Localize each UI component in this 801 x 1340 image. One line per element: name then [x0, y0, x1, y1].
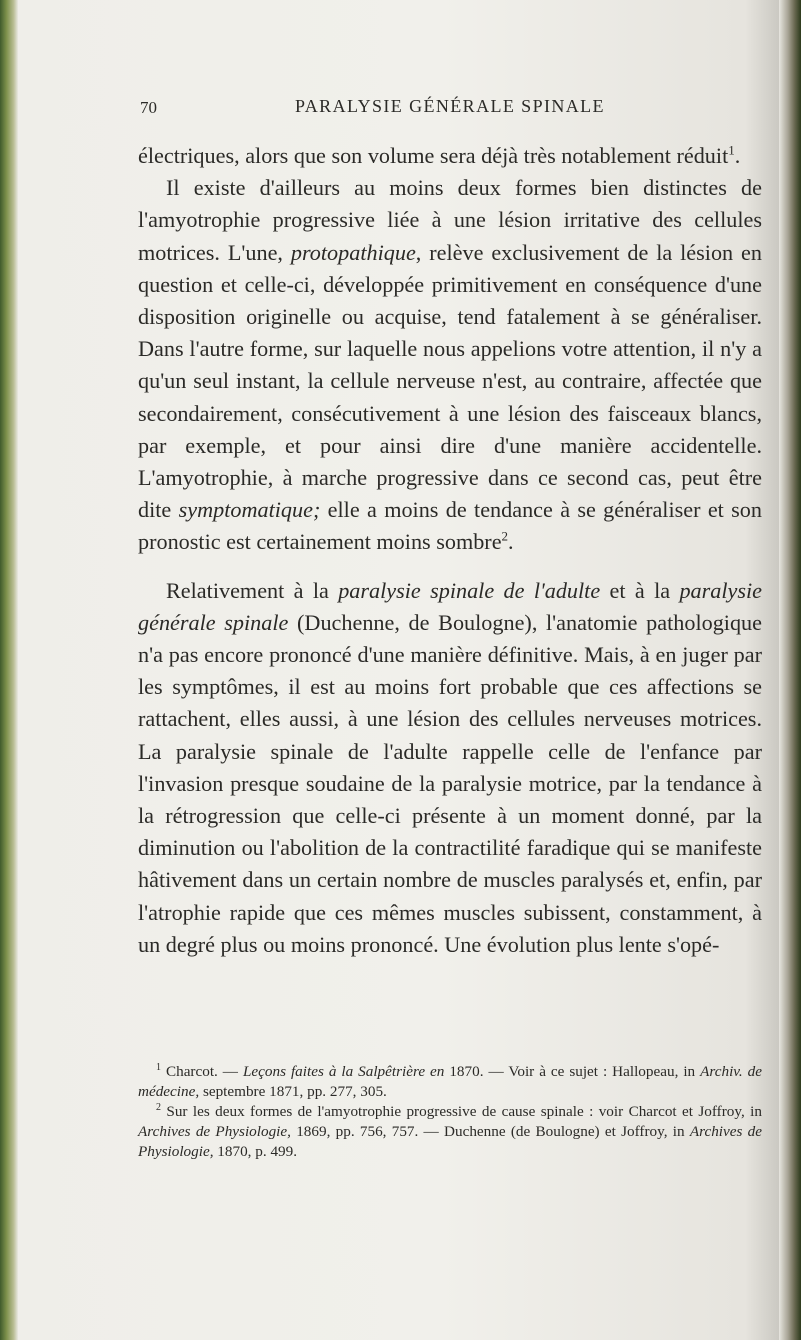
footnote-number: 2	[156, 1101, 161, 1113]
text-span: Sur les deux formes de l'amyotrophie progressive de cause spinale : voir Charcot et Joffroy, in	[166, 1103, 762, 1120]
italic-title: Leçons faites à la Salpêtrière en	[242, 1063, 445, 1080]
paragraph-1	[138, 140, 762, 172]
text-span: 1870. — Voir à ce sujet : Hallopeau, in	[444, 1063, 701, 1080]
italic-term: paralysie générale spinale	[138, 577, 763, 635]
paragraph-2	[138, 172, 762, 558]
text-span: .	[734, 143, 741, 168]
footnotes	[138, 1062, 762, 1162]
italic-title: Archiv. de médecine,	[138, 1063, 762, 1100]
footnote-number: 1	[156, 1061, 161, 1073]
page-right-edge	[779, 0, 801, 1340]
text-span: et à la	[600, 577, 680, 603]
footnote-2	[138, 1102, 762, 1162]
italic-term: symptomatique;	[178, 497, 321, 523]
text-span: .	[508, 529, 514, 555]
text-span: électriques, alors que son volume sera déjà très notablement réduit	[138, 143, 729, 168]
text-span: 1870, p. 499.	[213, 1143, 298, 1160]
italic-title: Archives de Physiologie,	[138, 1123, 763, 1160]
text-span: elle a moins de tendance à se généraliser et son pronostic est certainement moins sombre	[138, 497, 762, 555]
footnote-ref-1: 1	[728, 142, 735, 158]
text-span: (Duchenne, de Boulogne), l'anatomie pathologique n'a pas encore prononcé d'une manière définitive. Mais, à en juger par les symptômes, il est au moins fort probable que ces affections se rattachent, elles aussi, à une lésion des cellules nerveuses motrices. La paralysie spinale de l'adulte rappelle celle de l'enfance par l'invasion presque soudaine de la paralysie motrice, par la tendance à la rétrogression que celle-ci présente à un moment donné, par la diminution ou l'abolition de la contractilité faradique qui se manifeste hâtivement dans un certain nombre de muscles paralysés et, enfin, par l'atrophie rapide que ces mêmes muscles subissent, constamment, à un degré plus ou moins prononcé. Une évolution plus lente s'opé-	[138, 609, 762, 957]
paragraph-3	[138, 575, 762, 961]
text-span: , relève exclusivement de la lésion en question et celle-ci, développée primitivement en conséquence d'une disposition originelle ou acquise, tend fatalement à se généraliser. Dans l'autre forme, sur laquelle nous appelions votre attention, il n'y a qu'un seul instant, la cellule nerveuse n'est, au contraire, affectée que secondairement, consécutivement à une lésion des faisceaux blancs, par exemple, et pour ainsi dire d'une manière accidentelle. L'amyotrophie, à marche progressive dans ce second cas, peut être dite	[138, 239, 762, 523]
running-title: PARALYSIE GÉNÉRALE SPINALE	[295, 96, 605, 116]
text-span: Relativement à la	[166, 577, 339, 603]
footnote-ref-2: 2	[501, 529, 509, 545]
footnote-1	[138, 1062, 762, 1102]
page-left-edge	[0, 0, 18, 1340]
italic-title: Archives de Physiologie,	[138, 1123, 291, 1140]
text-span: Charcot. —	[165, 1063, 243, 1080]
text-span: Il existe d'ailleurs au moins deux formes bien distinctes de l'amyotrophie progressive liée à une lésion irritative des cellules motrices. L'une,	[138, 175, 762, 265]
italic-term: protopathique	[290, 239, 416, 265]
page-header	[140, 94, 760, 128]
main-text	[138, 140, 762, 961]
text-span: 1869, pp. 756, 757. — Duchenne (de Boulogne) et Joffroy, in	[290, 1123, 690, 1140]
text-span: septembre 1871, pp. 277, 305.	[199, 1083, 387, 1100]
italic-term: paralysie spinale de l'adulte	[338, 577, 601, 603]
page-number: 70	[140, 98, 157, 117]
